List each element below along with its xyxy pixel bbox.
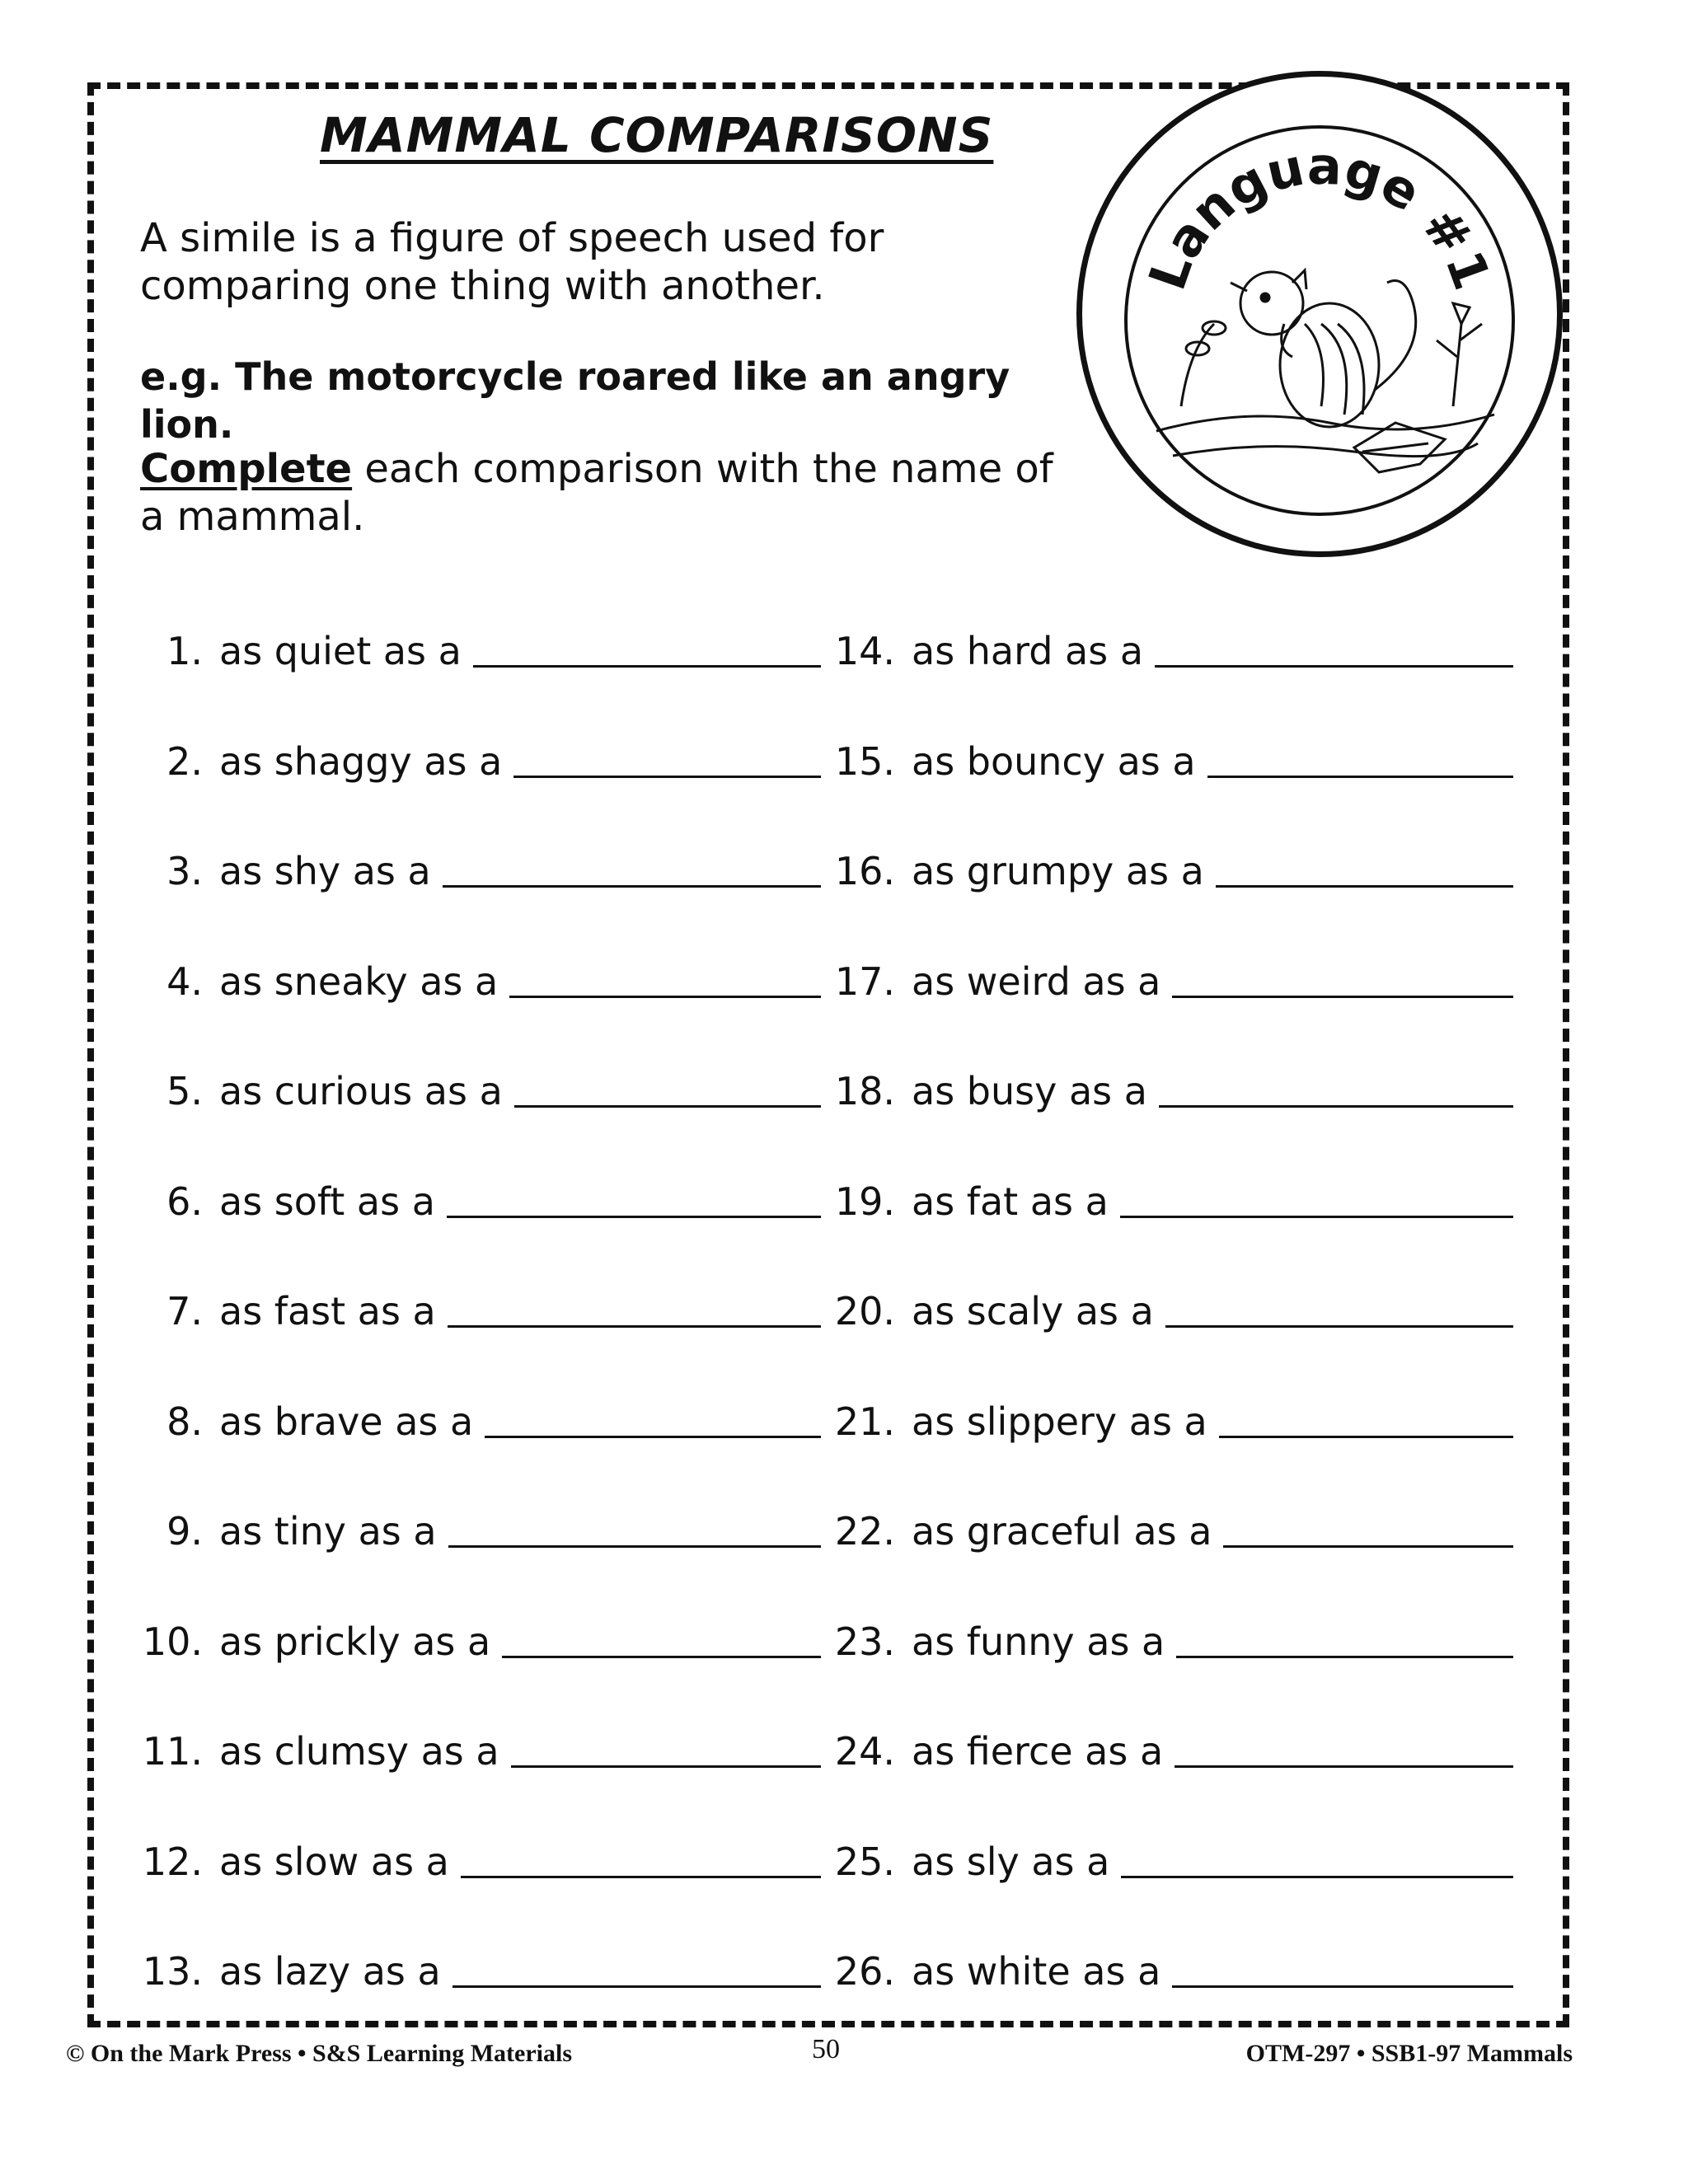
item-number: 9.	[166, 1509, 203, 1554]
item-prompt: as funny as a	[912, 1619, 1165, 1664]
comparison-item	[132, 1286, 821, 1336]
answer-blank[interactable]	[1172, 995, 1513, 998]
comparison-item	[824, 1177, 1513, 1226]
comparison-item	[824, 1837, 1513, 1886]
answer-blank[interactable]	[1172, 1985, 1513, 1988]
item-prompt: as busy as a	[912, 1069, 1147, 1113]
comparison-item	[132, 737, 821, 786]
simile-example: e.g. The motorcycle roared like an angry lion.	[140, 354, 1010, 447]
item-number: 26.	[834, 1949, 895, 1994]
comparison-item	[824, 1617, 1513, 1666]
item-number: 8.	[166, 1399, 203, 1444]
item-prompt: as prickly as a	[219, 1619, 491, 1664]
page-number: 50	[812, 2034, 840, 2064]
answer-blank[interactable]	[511, 1765, 821, 1768]
answer-blank[interactable]	[448, 1544, 821, 1548]
item-prompt: as grumpy as a	[912, 849, 1204, 893]
item-number: 22.	[834, 1509, 895, 1554]
comparison-item	[824, 957, 1513, 1006]
item-number: 7.	[166, 1289, 203, 1333]
item-prompt: as fast as a	[219, 1289, 436, 1333]
footer-product-code: OTM-297 • SSB1-97 Mammals	[1245, 2040, 1573, 2067]
item-prompt: as hard as a	[912, 629, 1144, 673]
item-prompt: as brave as a	[219, 1399, 474, 1444]
item-number: 14.	[834, 629, 895, 673]
answer-blank[interactable]	[485, 1435, 821, 1438]
comparison-item	[132, 1837, 821, 1886]
item-prompt: as clumsy as a	[219, 1729, 499, 1774]
item-number: 12.	[142, 1839, 203, 1884]
comparison-item	[132, 1066, 821, 1116]
comparison-item	[824, 1507, 1513, 1556]
item-prompt: as weird as a	[912, 958, 1161, 1004]
answer-blank[interactable]	[448, 1324, 821, 1328]
comparison-item	[824, 626, 1513, 676]
item-number: 13.	[142, 1949, 203, 1994]
answer-blank[interactable]	[1207, 775, 1513, 778]
item-number: 2.	[166, 738, 203, 784]
answer-blank[interactable]	[473, 664, 821, 668]
item-number: 4.	[166, 958, 203, 1004]
item-prompt: as scaly as a	[912, 1289, 1154, 1333]
footer-copyright: © On the Mark Press • S&S Learning Materials	[66, 2040, 572, 2067]
item-prompt: as fierce as a	[912, 1729, 1164, 1774]
answer-blank[interactable]	[1120, 1215, 1513, 1218]
instruction-text: each comparison with the name of a mammal.	[140, 446, 1053, 540]
item-number: 15.	[834, 738, 895, 784]
comparison-item	[132, 1177, 821, 1226]
item-prompt: as bouncy as a	[912, 738, 1196, 784]
comparison-item	[824, 1727, 1513, 1776]
item-number: 16.	[834, 849, 895, 893]
item-number: 20.	[834, 1289, 895, 1333]
item-prompt: as graceful as a	[912, 1509, 1212, 1554]
item-prompt: as white as a	[912, 1949, 1161, 1994]
answer-blank[interactable]	[1175, 1765, 1513, 1768]
item-number: 3.	[166, 849, 203, 893]
comparison-item	[132, 626, 821, 676]
item-number: 6.	[166, 1179, 203, 1224]
answer-blank[interactable]	[514, 1104, 821, 1108]
answer-blank[interactable]	[513, 775, 821, 778]
item-number: 10.	[142, 1619, 203, 1664]
item-number: 5.	[166, 1069, 203, 1113]
comparison-item	[132, 1947, 821, 1996]
answer-blank[interactable]	[1216, 884, 1513, 888]
answer-blank[interactable]	[1155, 664, 1513, 668]
answer-blank[interactable]	[461, 1875, 821, 1878]
comparison-item	[132, 1617, 821, 1666]
instruction-keyword: Complete	[140, 446, 353, 492]
comparison-item	[824, 1397, 1513, 1446]
item-prompt: as curious as a	[219, 1069, 503, 1113]
comparison-item	[132, 846, 821, 896]
simile-definition: A simile is a figure of speech used for comparing one thing with another.	[140, 215, 884, 309]
answer-blank[interactable]	[443, 884, 821, 888]
item-prompt: as tiny as a	[219, 1509, 437, 1554]
comparison-item	[132, 1507, 821, 1556]
item-number: 24.	[834, 1729, 895, 1774]
comparison-item	[824, 1286, 1513, 1336]
item-number: 18.	[834, 1069, 895, 1113]
item-prompt: as shaggy as a	[219, 738, 503, 784]
item-number: 23.	[834, 1619, 895, 1664]
item-number: 19.	[834, 1179, 895, 1224]
answer-blank[interactable]	[509, 995, 821, 998]
item-number: 21.	[834, 1399, 895, 1444]
item-prompt: as slippery as a	[912, 1399, 1207, 1444]
item-number: 11.	[142, 1729, 203, 1774]
answer-blank[interactable]	[502, 1655, 821, 1658]
answer-blank[interactable]	[1165, 1324, 1513, 1328]
comparison-item	[824, 1947, 1513, 1996]
comparison-item	[824, 1066, 1513, 1116]
answer-blank[interactable]	[447, 1215, 821, 1218]
comparison-item	[824, 737, 1513, 786]
item-prompt: as shy as a	[219, 849, 431, 893]
answer-blank[interactable]	[1219, 1435, 1513, 1438]
item-prompt: as sly as a	[912, 1839, 1110, 1884]
comparison-item	[132, 957, 821, 1006]
answer-blank[interactable]	[452, 1985, 821, 1988]
page-title: MAMMAL COMPARISONS	[320, 107, 994, 163]
answer-blank[interactable]	[1159, 1104, 1513, 1108]
badge-label: Language #1	[1137, 135, 1503, 298]
comparison-item	[132, 1727, 821, 1776]
item-prompt: as fat as a	[912, 1179, 1109, 1224]
answer-blank[interactable]	[1121, 1875, 1513, 1878]
comparison-item	[824, 846, 1513, 896]
comparison-item	[132, 1397, 821, 1446]
item-prompt: as soft as a	[219, 1179, 435, 1224]
answer-blank[interactable]	[1176, 1655, 1513, 1658]
item-number: 25.	[834, 1839, 895, 1884]
item-number: 1.	[166, 629, 203, 673]
answer-blank[interactable]	[1223, 1544, 1513, 1548]
item-prompt: as lazy as a	[219, 1949, 441, 1994]
item-prompt: as quiet as a	[219, 629, 462, 673]
item-number: 17.	[834, 958, 895, 1004]
item-prompt: as sneaky as a	[219, 958, 499, 1004]
item-prompt: as slow as a	[219, 1839, 449, 1884]
